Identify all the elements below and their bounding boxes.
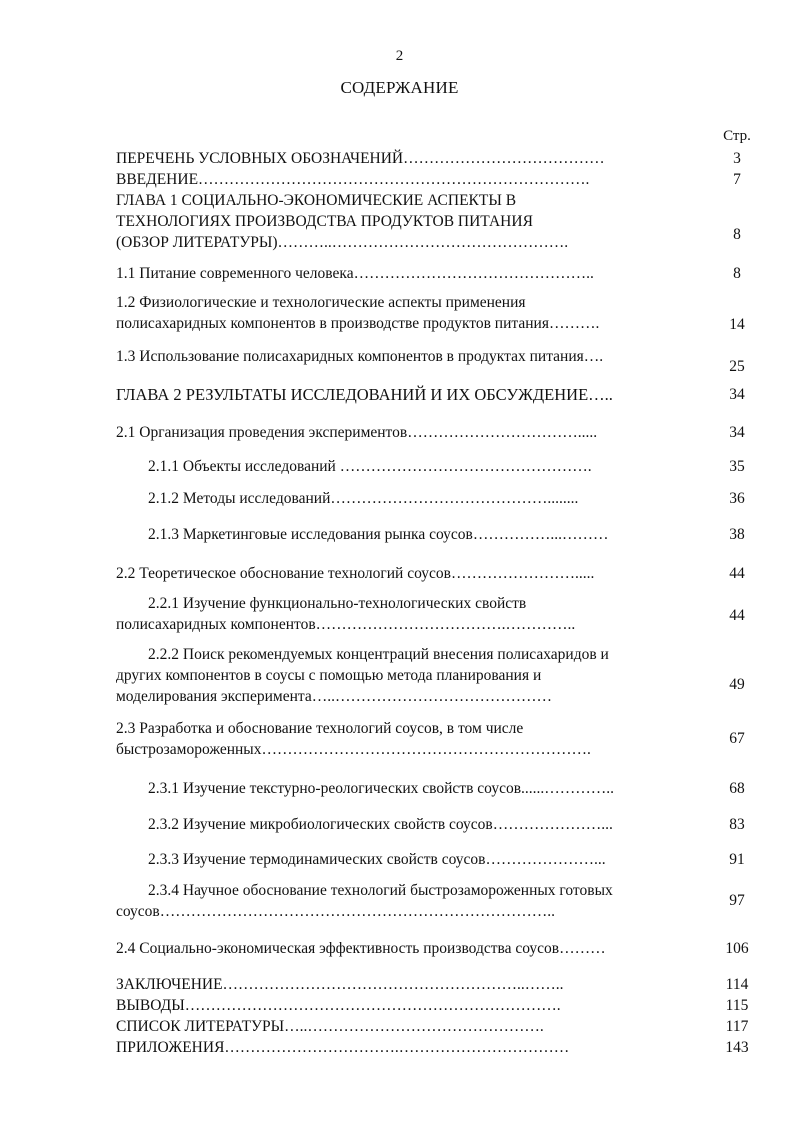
toc-entry-text: 1.2 Физиологические и технологические аспекты применения полисахаридных компонентов в производстве продуктов питания………. [116,294,600,332]
toc-entry-text: СПИСОК ЛИТЕРАТУРЫ…..………………………………………. [116,1018,544,1035]
toc-entry-text: 2.2.1 Изучение функционально-технологических свойств полисахаридных компонентов……………………………….………….. [116,595,576,633]
toc-entry-page: 35 [729,458,745,475]
toc-entry-page: 68 [729,780,745,797]
toc-entry-page: 91 [729,851,745,868]
toc-entry-text: 2.2 Теоретическое обоснование технологий соусов……………………..... [116,565,595,582]
toc-entry-text: 2.3.4 Научное обоснование технологий быстрозамороженных готовых соусов………………………………………………………………….. [116,882,613,920]
toc-entry-text: 2.1 Организация проведения экспериментов……………………………..... [116,424,598,441]
toc-entry-page: 44 [729,565,745,582]
toc-entry-page: 34 [729,386,745,403]
toc-entry-text: 2.3 Разработка и обоснование технологий соусов, в том числе быстрозамороженных………………………………………………………. [116,720,591,758]
toc-entry-page: 34 [729,424,745,441]
toc-entry-page: 7 [733,171,741,188]
toc-entry-text: ГЛАВА 1 СОЦИАЛЬНО-ЭКОНОМИЧЕСКИЕ АСПЕКТЫ В ТЕХНОЛОГИЯХ ПРОИЗВОДСТВА ПРОДУКТОВ ПИТАНИЯ (ОБЗОР ЛИТЕРАТУРЫ)………..………………………………………. [116,192,569,251]
page-column-header: Стр. [723,128,751,144]
toc-entry-page: 38 [729,526,745,543]
toc-entry-page: 44 [729,607,745,624]
toc-entry-page: 83 [729,816,745,833]
toc-entry-page: 3 [733,150,741,167]
toc-entry-text: 2.1.1 Объекты исследований …………………………………………. [148,458,592,475]
toc-entry-text: 2.3.1 Изучение текстурно-реологических свойств соусов......………….. [148,780,615,797]
toc-entry-text: ПЕРЕЧЕНЬ УСЛОВНЫХ ОБОЗНАЧЕНИЙ………………………………… [116,150,605,167]
toc-entry-text: 2.1.3 Маркетинговые исследования рынка соусов……………...……… [148,526,609,543]
toc-entry-page: 67 [729,730,745,747]
toc-entry-page: 117 [725,1018,749,1035]
toc-entry-text: ВЫВОДЫ………………………………………………………………. [116,997,561,1014]
toc-entry-text: 1.3 Использование полисахаридных компонентов в продуктах питания…. [116,348,604,365]
toc-entry-page: 115 [725,997,749,1014]
page-title: СОДЕРЖАНИЕ [340,78,459,97]
toc-entry-page: 106 [725,940,749,957]
toc-entry-page: 8 [733,226,741,243]
toc-entry-page: 25 [729,358,745,375]
toc-entry-page: 49 [729,676,745,693]
toc-entry-text: ГЛАВА 2 РЕЗУЛЬТАТЫ ИССЛЕДОВАНИЙ И ИХ ОБСУЖДЕНИЕ….. [116,385,613,404]
toc-entry-page: 14 [729,316,745,333]
toc-entry-text: ПРИЛОЖЕНИЯ…………………………….…………………………… [116,1039,570,1056]
toc-entry-text: 2.4 Социально-экономическая эффективность производства соусов……… [116,940,606,957]
page-number: 2 [395,48,404,64]
toc-entry-page: 97 [729,892,745,909]
toc-entry-page: 36 [729,490,745,507]
toc-entry-page: 8 [733,265,741,282]
toc-entry-text: 2.2.2 Поиск рекомендуемых концентраций внесения полисахаридов и других компонентов в соусы с помощью метода планирования и моделирования эксперимента…..…………………………………… [116,646,609,705]
toc-entry-text: 2.3.2 Изучение микробиологических свойств соусов…………………... [148,816,613,833]
toc-entry-text: 2.1.2 Методы исследований……………………………………........ [148,490,579,507]
toc-entry-text: 1.1 Питание современного человека……………………………………….. [116,265,594,282]
toc-entry-text: 2.3.3 Изучение термодинамических свойств соусов…………………... [148,851,606,868]
toc-entry-text: ЗАКЛЮЧЕНИЕ…………………………………………………..…….. [116,976,564,993]
toc-entry-page: 114 [725,976,749,993]
toc-entry-page: 143 [725,1039,749,1056]
toc-entry-text: ВВЕДЕНИЕ…………………………………………………………………. [116,171,590,188]
